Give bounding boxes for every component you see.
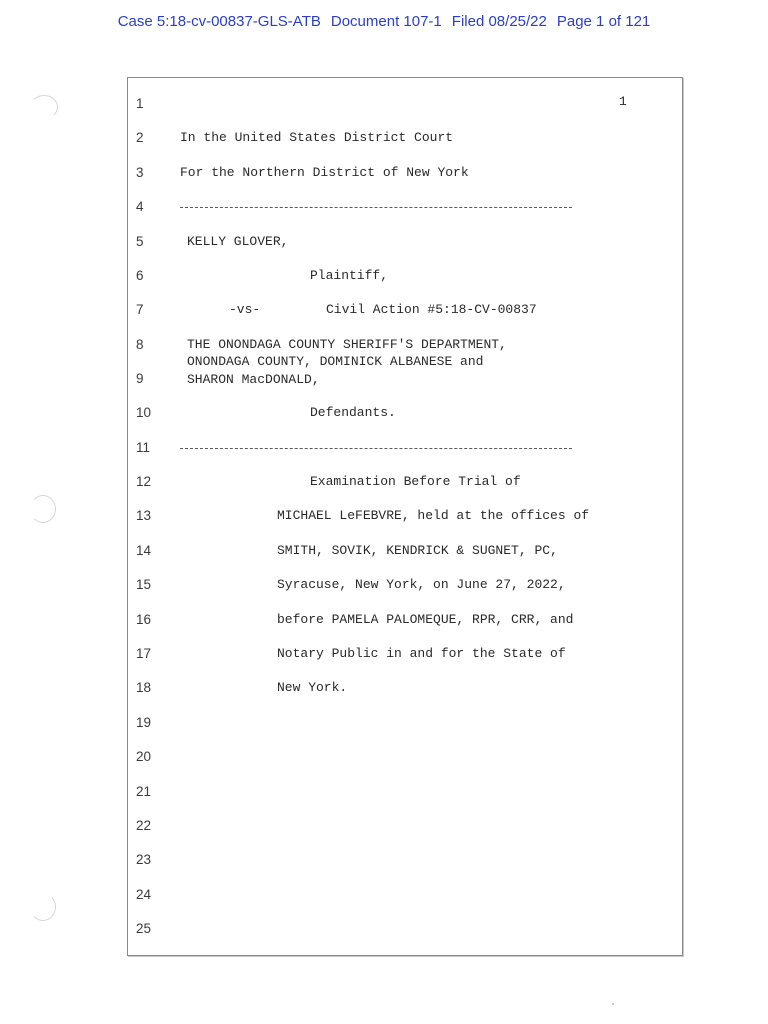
plaintiff-name: KELLY GLOVER, [187,234,289,249]
line-number: 18 [136,680,152,695]
line-number: 11 [136,440,151,455]
examination-detail: MICHAEL LeFEBVRE, held at the offices of [277,508,590,523]
line-number: 12 [136,474,152,489]
transcript-page-number: 1 [619,94,627,109]
line-number: 6 [136,268,144,283]
line-number: 3 [136,165,144,180]
scan-speck [612,1003,614,1005]
line-number: 19 [136,715,152,730]
punch-hole-middle [30,495,56,523]
caption-divider-bottom [180,448,572,449]
line-number: 15 [136,577,152,592]
defendants-names-line-1: THE ONONDAGA COUNTY SHERIFF'S DEPARTMENT, [187,337,507,352]
line-number: 9 [136,371,144,386]
line-number: 4 [136,199,144,214]
civil-action-number: Civil Action #5:18-CV-00837 [326,302,537,317]
line-number: 20 [136,749,152,764]
line-number: 14 [136,543,152,558]
defendants-names-line-3: SHARON MacDONALD, [187,372,320,387]
case-header [0,13,768,30]
line-number: 24 [136,887,152,902]
examination-detail: Notary Public in and for the State of [277,646,566,661]
line-number: 25 [136,921,152,936]
examination-detail: before PAMELA PALOMEQUE, RPR, CRR, and [277,612,574,627]
caption-divider-top [180,207,572,208]
line-number: 16 [136,612,152,627]
line-number: 13 [136,508,152,523]
line-number: 1 [136,96,144,111]
line-number: 8 [136,337,144,352]
case-number: Case 5:18-cv-00837-GLS-ATB [117,13,321,30]
line-number: 2 [136,130,144,145]
filed-date: Filed 08/25/22 [451,13,547,30]
page-indicator: Page 1 of 121 [556,13,651,30]
punch-hole-bottom [30,893,56,921]
line-number: 21 [136,784,152,799]
line-number: 5 [136,234,144,249]
examination-detail: Syracuse, New York, on June 27, 2022, [277,577,566,592]
plaintiff-label: Plaintiff, [310,268,389,283]
line-number: 17 [136,646,152,661]
line-number: 23 [136,852,152,867]
examination-title: Examination Before Trial of [310,474,521,489]
defendants-label: Defendants. [310,405,396,420]
document-number: Document 107-1 [330,13,442,30]
examination-detail: SMITH, SOVIK, KENDRICK & SUGNET, PC, [277,543,558,558]
examination-detail: New York. [277,680,348,695]
versus-label: -vs- [229,302,261,317]
line-number: 22 [136,818,152,833]
line-number: 10 [136,405,152,420]
defendants-names-line-2: ONONDAGA COUNTY, DOMINICK ALBANESE and [187,354,484,369]
court-district: For the Northern District of New York [180,165,469,180]
line-number: 7 [136,302,144,317]
punch-hole-top [30,95,58,119]
court-name: In the United States District Court [180,130,454,145]
